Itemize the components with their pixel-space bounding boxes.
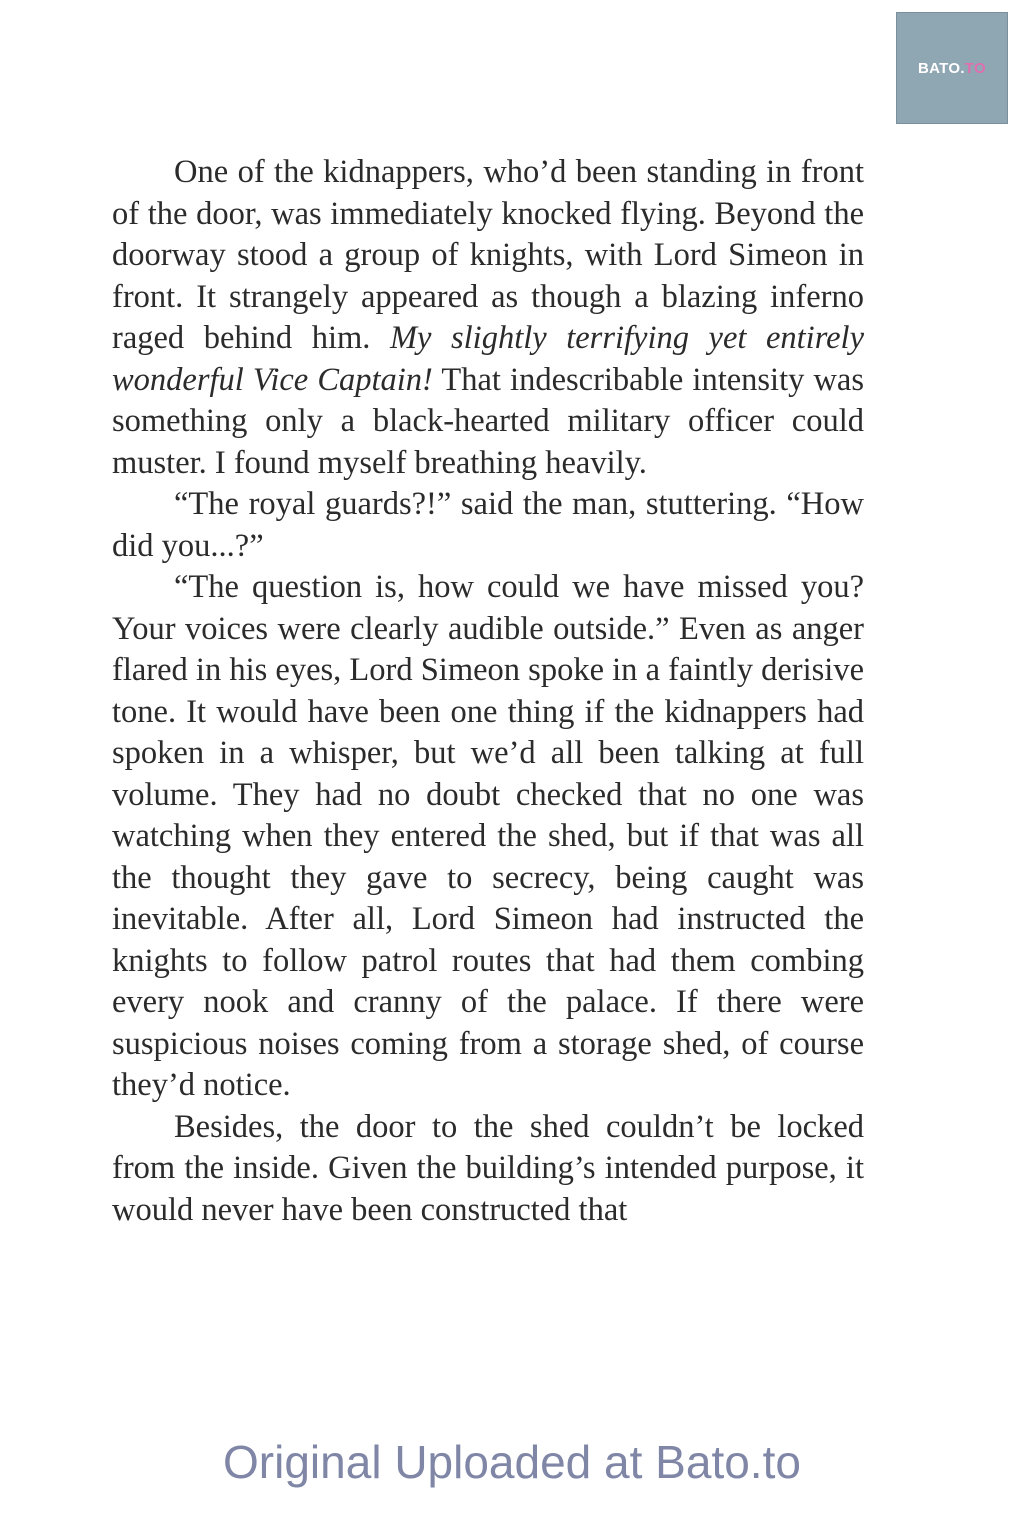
italic-thought: My slightly terrifying yet entirely wonderful Vice Captain! — [112, 320, 865, 398]
upload-credit-footer: Original Uploaded at Bato.to — [223, 1436, 801, 1488]
logo-accent-text: TO — [964, 59, 986, 77]
paragraph-3: “The question is, how could we have missed you? Your voices were clearly audible outside.” Even as anger flared in his eyes, Lord Simeon spoke in a faintly derisive tone. It would have been one thing if the kidnappers had spoken in a whisper, but we’d all been talking at full volume. They had no doubt checked that no one was watching when they entered the shed, but if that was all the thought they gave to secrecy, being caught was inevitable. After all, Lord Simeon had instructed the knights to follow patrol routes that had them combing every nook and cranny of the palace. If there were suspicious noises coming from a storage shed, of course they’d notice. — [112, 569, 864, 1103]
bato-watermark-logo — [896, 12, 1008, 124]
body-text — [112, 152, 864, 1231]
paragraph-2: “The royal guards?!” said the man, stuttering. “How did you...?” — [112, 486, 864, 564]
paragraph-1: One of the kidnappers, who’d been standing in front of the door, was immediately knocked flying. Beyond the doorway stood a group of knights, with Lord Simeon in front. It strangely appeared as though a blazing inferno raged behind him. My slightly terrifying yet entirely wonderful Vice Captain! That indescribable intensity was something only a black-hearted military officer could muster. I found myself breathing heavily. — [112, 154, 865, 481]
paragraph-4: Besides, the door to the shed couldn’t be locked from the inside. Given the building’s intended purpose, it would never have been constructed that — [112, 1108, 864, 1228]
logo-text: BATO.TO — [918, 59, 986, 77]
